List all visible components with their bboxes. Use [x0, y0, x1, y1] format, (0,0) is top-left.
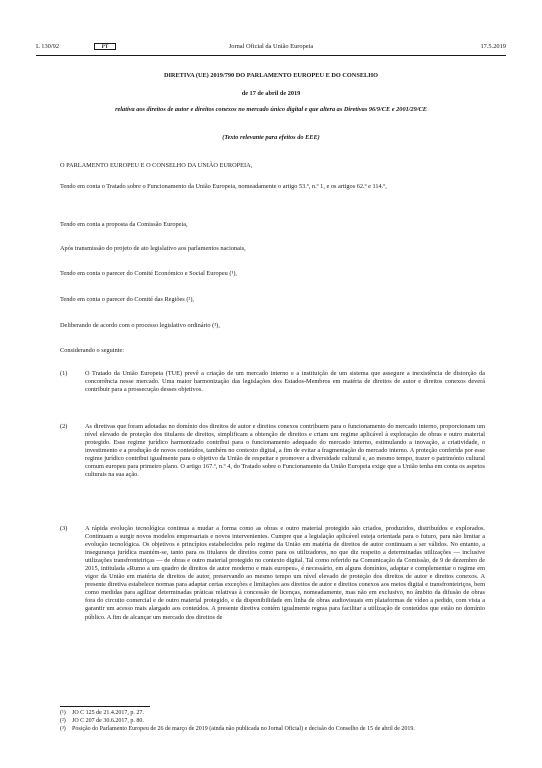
language-badge: PT	[94, 43, 116, 50]
footnote-number: (²)	[60, 718, 66, 724]
recital-text: A rápida evolução tecnológica continua a mudar a forma como as obras e outro material protegido são criados, produzidos, distribuídos e explorados. Continuam a surgir novos modelos empresariais e novos intervenientes. Cumpre que a legislação aplicável esteja orientada para o futuro, para não limitar a evolução tecnológica. Os objetivos e princípios estabelecidos pelo regime da União em matéria de direitos de autor continuam a ser válidos. No entanto, a insegurança jurídica mantém-se, tanto para os titulares de direitos como para os utilizadores, no que diz respeito a determinadas utilizações — inclusive utilizações transfronteiriças — de obras e outro material protegido no contexto digital. Tal como referido na Comunicação da Comissão, de 9 de dezembro de 2015, intitulada «Rumo a um quadro de direitos de autor moderno e mais europeu», é necessário, em alguns domínios, adaptar e complementar o regime em vigor da União em matéria de direitos de autor, preservando ao mesmo tempo um nível elevado de proteção dos direitos de autor e direitos conexos. A presente diretiva estabelece normas para adaptar certas exceções e limitações aos direitos de autor e direitos conexos aos meios digital e transfronteiriços, bem como medidas para agilizar determinadas práticas relativas à concessão de licenças, nomeadamente, mas não em exclusivo, no âmbito da difusão de obras fora do circuito comercial e de outro material protegido, e da disponibilidade em linha de obras audiovisuais em plataformas de vídeo a pedido, com vista a garantir um acesso mais alargado aos conteúdos. A presente diretiva contém igualmente regras para facilitar a utilização de conteúdos que estão no domínio público. A fim de alcançar um mercado dos direitos de	[85, 525, 485, 621]
preamble-proposal: Tendo em conta a proposta da Comissão Europeia,	[60, 221, 188, 228]
recital-text: As diretivas que foram adotadas no domínio dos direitos de autor e direitos conexos contribuem para o funcionamento do mercado interno, proporcionam um nível elevado de proteção dos titulares de direitos, simplificam a obtenção de direitos e criam um regime aplicável à exploração de obras e outro material protegido. Esse regime jurídico harmonizado contribui para o funcionamento adequado do mercado interno, estimulando a inovação, a criatividade, o investimento e a produção de novos conteúdos, também no contexto digital, a fim de evitar a fragmentação do mercado interno. A proteção conferida por esse regime jurídico contribui igualmente para o objetivo da União de respeitar e promover a diversidade cultural e, ao mesmo tempo, trazer o património cultural comum europeu para primeiro plano. O artigo 167.º, n.º 4, do Tratado sobre o Funcionamento da União Europeia exige que a União tenha em conta os aspetos culturais na sua ação.	[85, 423, 485, 479]
journal-title: Jornal Oficial da União Europeia	[228, 43, 314, 50]
eea-note: (Texto relevante para efeitos do EEE)	[222, 134, 320, 141]
recital-number: (2)	[60, 423, 68, 430]
preamble-regions: Tendo em conta o parecer do Comité das Regiões (²),	[60, 296, 194, 303]
footnote-text: Posição do Parlamento Europeu de 26 de março de 2019 (ainda não publicada no Jornal Oficial) e decisão do Conselho de 15 de abril de 2019.	[72, 726, 415, 732]
preamble-transmission: Após transmissão do projeto de ato legislativo aos parlamentos nacionais,	[60, 245, 246, 252]
preamble-eesc: Tendo em conta o parecer do Comité Económico e Social Europeu (¹),	[60, 270, 237, 277]
directive-subject: relativa aos direitos de autor e direitos conexos no mercado único digital e que altera as Diretivas 96/9/CE e 2001/29/CE	[115, 106, 427, 113]
recital-number: (1)	[60, 370, 68, 377]
preamble-institutions: O PARLAMENTO EUROPEU E O CONSELHO DA UNIÃO EUROPEIA,	[60, 162, 253, 169]
header-rule	[36, 55, 506, 56]
footnote-text: JO C 207 de 30.6.2017, p. 80.	[72, 718, 144, 724]
preamble-whereas: Considerando o seguinte:	[60, 347, 125, 354]
footnote-text: JO C 125 de 21.4.2017, p. 27.	[72, 710, 144, 716]
footnote-number: (¹)	[60, 710, 66, 716]
directive-date: de 17 de abril de 2019	[241, 90, 301, 97]
footnote-rule	[60, 706, 150, 707]
preamble-treaty: Tendo em conta o Tratado sobre o Funcionamento da União Europeia, nomeadamente o artigo 53.º, n.º 1, e os artigos 62.º e 114.º,	[60, 183, 387, 190]
recital-text: O Tratado da União Europeia (TUE) prevê a criação de um mercado interno e a instituição de um sistema que assegure a inexistência de distorção da concorrência nesse mercado. Uma maior harmonização das legislações dos Estados-Membros em matéria de direitos de autor e direitos conexos deverá contribuir para a prossecução desses objetivos.	[85, 370, 485, 394]
preamble-procedure: Deliberando de acordo com o processo legislativo ordinário (³),	[60, 322, 220, 329]
footnote-number: (³)	[60, 726, 66, 732]
page-reference: L 130/92	[36, 43, 60, 50]
page-header	[36, 43, 506, 53]
directive-title: DIRETIVA (UE) 2019/790 DO PARLAMENTO EUROPEU E DO CONSELHO	[163, 72, 379, 79]
publication-date: 17.5.2019	[480, 43, 506, 50]
recital-number: (3)	[60, 525, 68, 532]
